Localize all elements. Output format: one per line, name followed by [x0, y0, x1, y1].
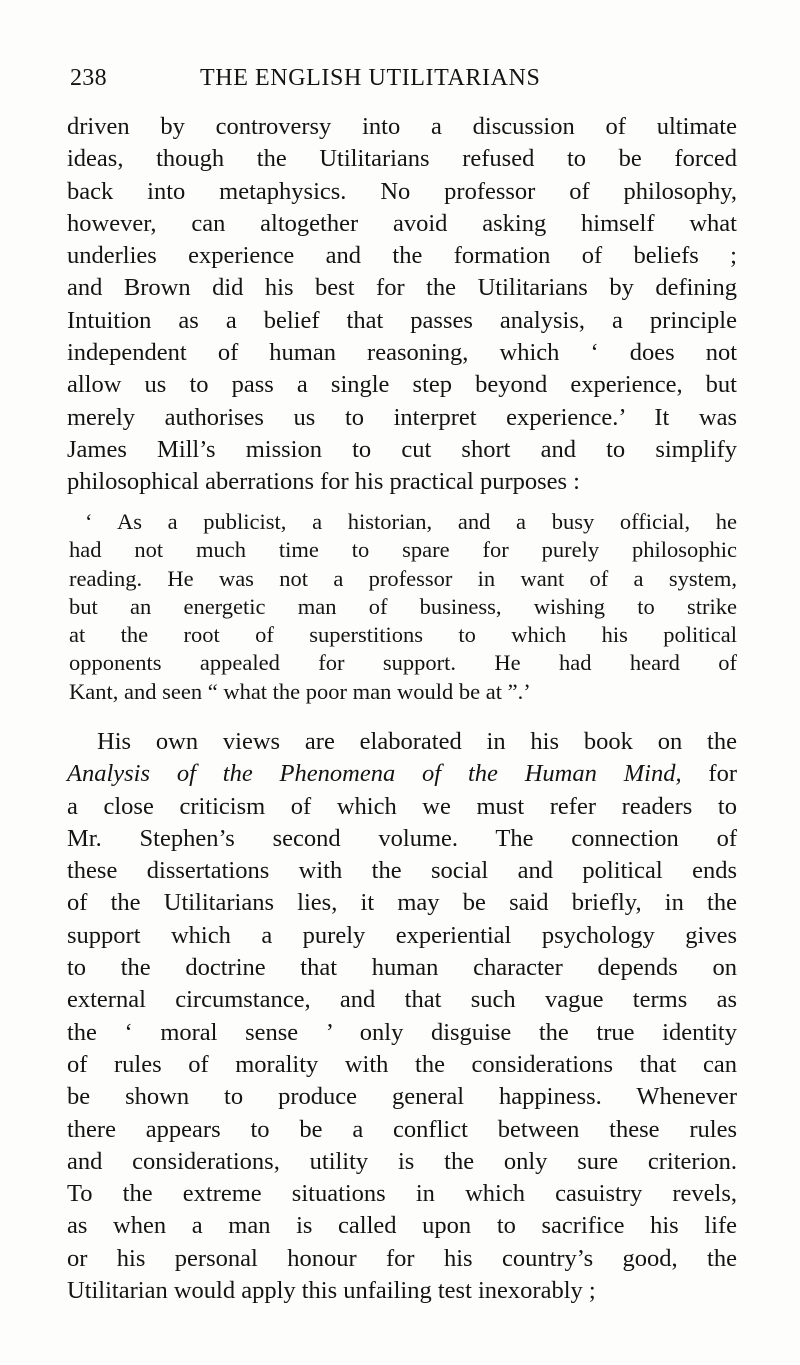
quote-line: opponents appealed for support. He had heard of	[69, 650, 737, 676]
text-line: allow us to pass a single step beyond experience, but	[67, 371, 737, 399]
quote-line: but an energetic man of business, wishing to strike	[69, 593, 737, 619]
quote-line: had not much time to spare for purely philosophic	[69, 537, 737, 563]
book-title: Analysis of the Phenomena of the Human Mind,	[67, 760, 682, 788]
text-line	[67, 758, 737, 790]
running-title: THE ENGLISH UTILITARIANS	[200, 65, 541, 91]
text-line: however, can altogether avoid asking himself what	[67, 209, 737, 237]
text-line: His own views are elaborated in his book on the	[97, 728, 737, 755]
text-line: there appears to be a conflict between these rules	[67, 1115, 737, 1143]
text-line: To the extreme situations in which casuistry revels,	[67, 1180, 737, 1208]
text-line: to the doctrine that human character depends on	[67, 954, 737, 982]
paragraph-analysis	[67, 726, 737, 1307]
block-quote	[69, 508, 737, 706]
page-number: 238	[70, 65, 107, 91]
text-line: driven by controversy into a discussion of ultimate	[67, 113, 737, 140]
text-line: ideas, though the Utilitarians refused to be forced	[67, 145, 737, 173]
text-line: these dissertations with the social and political ends	[67, 857, 737, 885]
text-line: underlies experience and the formation of beliefs ;	[67, 242, 737, 270]
quote-line: ‘ As a publicist, a historian, and a busy official, he	[85, 509, 737, 534]
text-line: support which a purely experiential psychology gives	[67, 921, 737, 949]
text-line: be shown to produce general happiness. Whenever	[67, 1083, 737, 1111]
text-line: Mr. Stephen’s second volume. The connection of	[67, 824, 737, 852]
paragraph-continued	[67, 111, 737, 499]
text-line: Utilitarian would apply this unfailing test inexorably ;	[67, 1277, 596, 1305]
text-line: a close criticism of which we must refer readers to	[67, 792, 737, 820]
text-line: merely authorises us to interpret experience.’ It was	[67, 403, 737, 431]
text-line: or his personal honour for his country’s good, the	[67, 1244, 737, 1272]
text-line: independent of human reasoning, which ‘ does not	[67, 339, 737, 367]
quote-line: Kant, and seen “ what the poor man would be at ”.’	[69, 678, 531, 704]
text-line: as when a man is called upon to sacrifice his life	[67, 1212, 737, 1240]
text-line: philosophical aberrations for his practical purposes :	[67, 468, 580, 496]
text-line: Intuition as a belief that passes analysis, a principle	[67, 306, 737, 334]
text-line: of rules of morality with the considerations that can	[67, 1050, 737, 1078]
text-line: James Mill’s mission to cut short and to simplify	[67, 435, 737, 463]
text-line: back into metaphysics. No professor of philosophy,	[67, 177, 737, 205]
text-line: of the Utilitarians lies, it may be said briefly, in the	[67, 889, 737, 917]
text-line: external circumstance, and that such vague terms as	[67, 986, 737, 1014]
text-line: and considerations, utility is the only sure criterion.	[67, 1147, 737, 1175]
text-fragment: for	[681, 760, 737, 788]
text-line: and Brown did his best for the Utilitarians by defining	[67, 274, 737, 302]
text-line: the ‘ moral sense ’ only disguise the true identity	[67, 1018, 737, 1046]
quote-line: at the root of superstitions to which his political	[69, 622, 737, 648]
running-head	[70, 60, 740, 96]
quote-line: reading. He was not a professor in want of a system,	[69, 565, 737, 591]
